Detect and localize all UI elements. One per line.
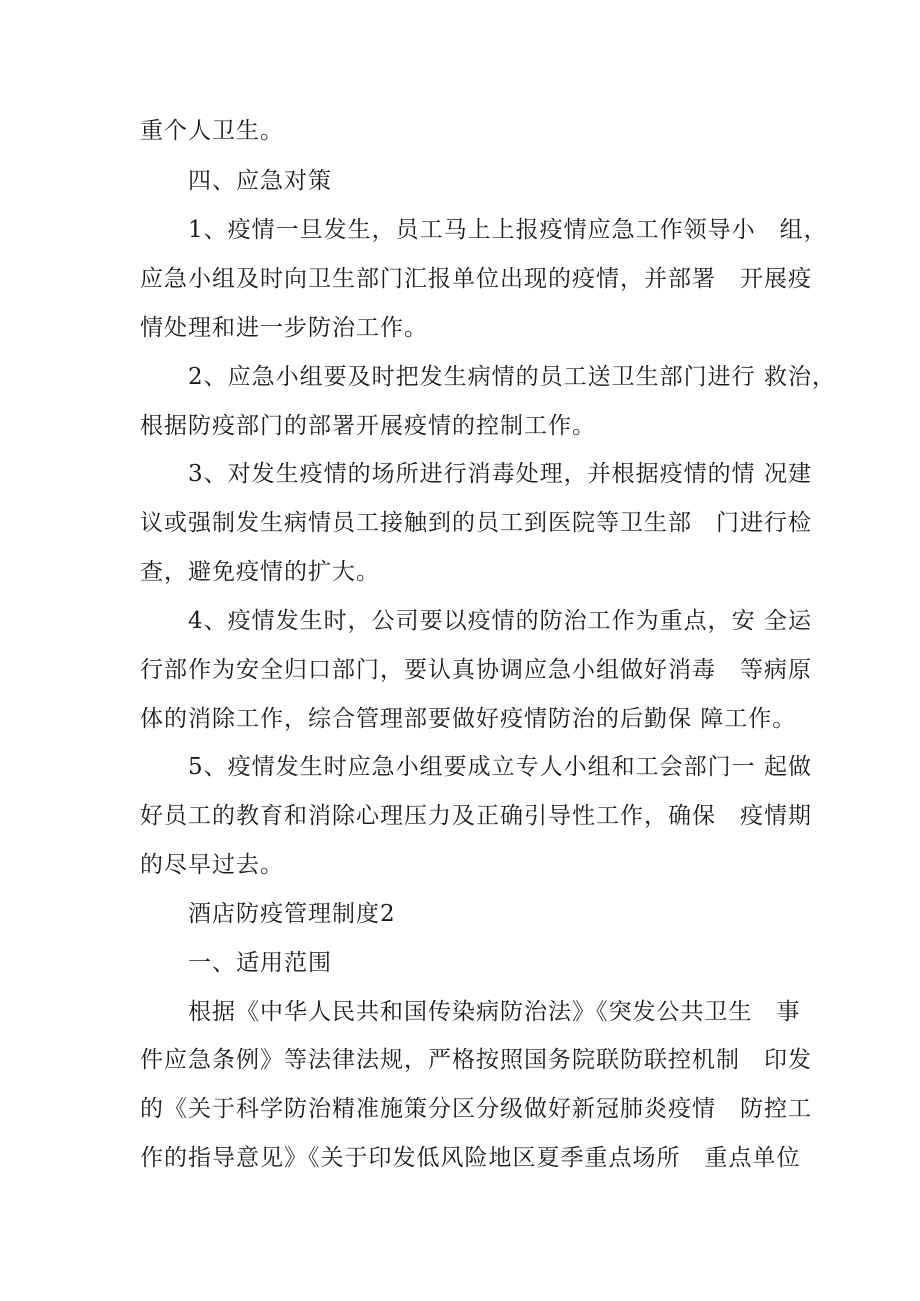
paragraph-line: 5、疫情发生时应急小组要成立专人小组和工会部门一 起做 — [188, 754, 812, 780]
paragraph-line: 1、疫情一旦发生，员工马上上报疫情应急工作领导小 组， — [188, 217, 828, 243]
document-title: 酒店防疫管理制度2 — [188, 901, 396, 927]
paragraph-line: 查，避免疫情的扩大。 — [140, 559, 380, 585]
paragraph-line: 情处理和进一步防治工作。 — [140, 315, 428, 341]
paragraph-line: 应急小组及时向卫生部门汇报单位出现的疫情，并部署 开展疫 — [140, 266, 812, 292]
paragraph-line: 好员工的教育和消除心理压力及正确引导性工作，确保 疫情期 — [140, 803, 812, 829]
paragraph-line: 4、疫情发生时，公司要以疫情的防治工作为重点，安 全运 — [188, 608, 812, 634]
paragraph-line: 根据防疫部门的部署开展疫情的控制工作。 — [140, 413, 596, 439]
paragraph-line: 2、应急小组要及时把发生病情的员工送卫生部门进行 救治， — [188, 364, 836, 390]
section-heading: 一、适用范围 — [188, 950, 332, 976]
section-heading: 四、应急对策 — [188, 168, 332, 194]
paragraph-line: 件应急条例》等法律法规，严格按照国务院联防联控机制 印发 — [140, 1047, 812, 1073]
paragraph-line: 根据《中华人民共和国传染病防治法》《突发公共卫生 事 — [188, 999, 801, 1025]
paragraph-line: 3、对发生疫情的场所进行消毒处理，并根据疫情的情 况建 — [188, 461, 812, 487]
paragraph-line: 体的消除工作，综合管理部要做好疫情防治的后勤保 障工作。 — [140, 706, 797, 732]
paragraph-line: 行部作为安全归口部门，要认真协调应急小组做好消毒 等病原 — [140, 657, 812, 683]
paragraph-line: 作的指导意见》《关于印发低风险地区夏季重点场所 重点单位 — [140, 1145, 801, 1171]
text-line: 重个人卫生。 — [140, 118, 284, 144]
paragraph-line: 的《关于科学防治精准施策分区分级做好新冠肺炎疫情 防控工 — [140, 1096, 812, 1122]
paragraph-line: 的尽早过去。 — [140, 852, 284, 878]
paragraph-line: 议或强制发生病情员工接触到的员工到医院等卫生部 门进行检 — [140, 510, 812, 536]
